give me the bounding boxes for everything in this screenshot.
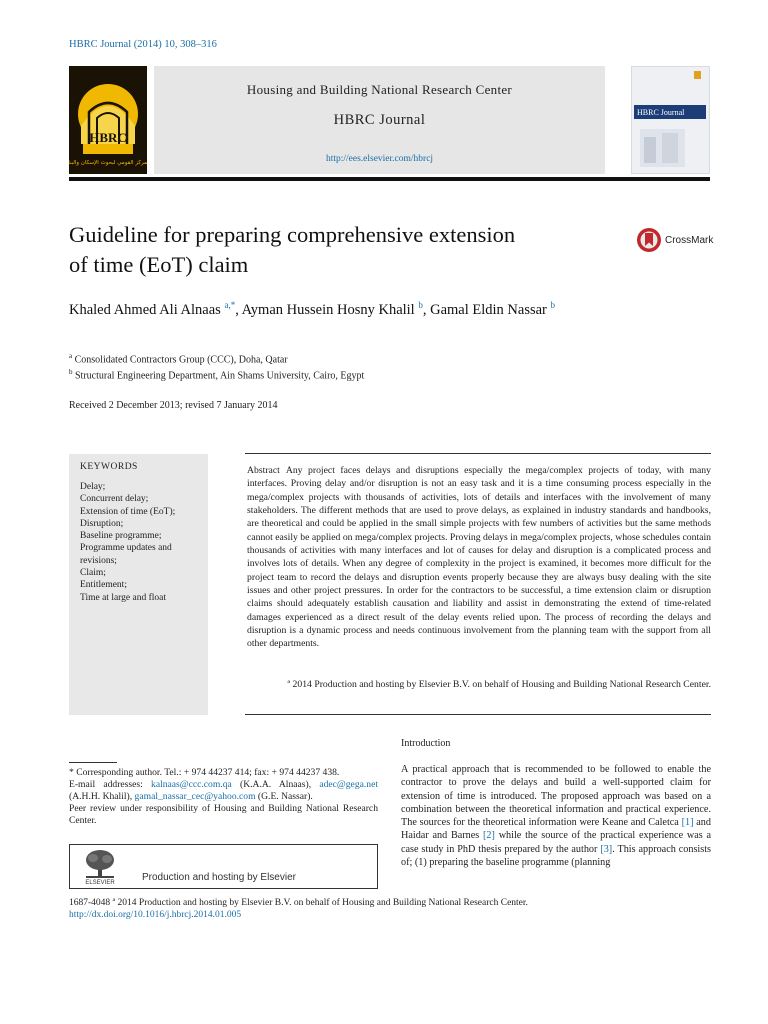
author-name: Khaled Ahmed Ali Alnaas bbox=[69, 301, 221, 318]
keywords-box bbox=[69, 454, 208, 715]
author-name: Ayman Hussein Hosny Khalil bbox=[241, 301, 415, 318]
logo-text: HBRC bbox=[89, 130, 127, 145]
corresponding-author-note: * Corresponding author. Tel.: + 974 44237 414; fax: + 974 44237 438. bbox=[69, 767, 340, 778]
issn-line: 1687-4048 ª 2014 Production and hosting by Elsevier B.V. on behalf of Housing and Building National Research Center. bbox=[69, 898, 528, 908]
bottom-info bbox=[69, 897, 528, 921]
author-name: Gamal Eldin Nassar bbox=[430, 301, 547, 318]
logo-arabic-text: المركز القومي لبحوث الإسكان والبناء bbox=[69, 160, 147, 166]
email-link[interactable]: gamal_nassar_cec@yahoo.com bbox=[134, 791, 256, 802]
email-addresses: E-mail addresses: kalnaas@ccc.com.qa (K.A.A. Alnaas), adec@gega.net (A.H.H. Khalil), gamal_nassar_cec@yahoo.com (G.E. Nassar). bbox=[69, 779, 378, 802]
keyword: Concurrent delay; bbox=[80, 494, 149, 505]
affiliation: $^a$ Consolidated Contractors Group (CCC), Doha, Qatar bbox=[69, 352, 288, 366]
crossmark-icon bbox=[636, 227, 662, 253]
author-affiliation-link[interactable]: b bbox=[550, 300, 555, 310]
cover-label: HBRC Journal bbox=[637, 108, 685, 117]
keyword: Disruption; bbox=[80, 518, 124, 529]
doi-link[interactable]: http://dx.doi.org/10.1016/j.hbrcj.2014.01.005 bbox=[69, 910, 242, 920]
elsevier-tree-logo bbox=[80, 849, 120, 885]
journal-header bbox=[69, 66, 710, 174]
journal-reference[interactable]: HBRC Journal (2014) 10, 308–316 bbox=[69, 39, 217, 50]
abstract-copyright: ª 2014 Production and hosting by Elsevier B.V. on behalf of Housing and Building National Research Center. bbox=[287, 679, 711, 690]
crossmark-badge[interactable] bbox=[636, 227, 713, 253]
reference-link[interactable]: [2] bbox=[483, 830, 495, 842]
peer-review-note: Peer review under responsibility of Housing and Building National Research Center. bbox=[69, 803, 378, 826]
introduction-text: A practical approach that is recommended to be followed to enable the contractor to prove the delays and build a well-supported claim for extension of time is introduced. The proposed approach was based on a combination between the theoretical information and practical experience. The sources for the theoretical information were Keane and Caletca [1] and Haidar and Barnes [2] while the source of the practical experience was a case study in PhD thesis prepared by the author [3]. This approach consists of; (1) preparing the baseline programme (planning bbox=[401, 764, 711, 869]
article-title: Guideline for preparing comprehensive extension of time (EoT) claim bbox=[69, 222, 516, 277]
elsevier-hosting-text: Production and hosting by Elsevier bbox=[142, 872, 296, 883]
footnotes bbox=[69, 767, 378, 827]
footnote-rule bbox=[69, 762, 117, 763]
keyword: Time at large and float bbox=[80, 592, 167, 603]
email-link[interactable]: kalnaas@ccc.com.qa bbox=[151, 779, 232, 790]
abstract-bottom-rule bbox=[245, 714, 711, 715]
keywords-list bbox=[80, 481, 202, 604]
introduction-heading: Introduction bbox=[401, 738, 451, 749]
crossmark-label: CrossMark bbox=[665, 234, 714, 246]
keyword: Delay; bbox=[80, 482, 106, 492]
elsevier-logo-label: ELSEVIER bbox=[85, 880, 115, 885]
journal-name: HBRC Journal bbox=[333, 112, 426, 128]
received-dates: Received 2 December 2013; revised 7 January 2014 bbox=[69, 400, 278, 411]
journal-cover-image bbox=[631, 66, 710, 174]
reference-link[interactable]: [3] bbox=[600, 843, 613, 855]
email-link[interactable]: adec@gega.net bbox=[319, 779, 378, 790]
abstract-top-rule bbox=[245, 453, 711, 454]
keyword: Entitlement; bbox=[80, 580, 127, 591]
affiliation: $^b$ Structural Engineering Department, Ain Shams University, Cairo, Egypt bbox=[69, 368, 365, 382]
hbrc-logo bbox=[69, 66, 147, 174]
elsevier-box bbox=[69, 844, 378, 889]
keyword: Programme updates and revisions; bbox=[80, 543, 172, 566]
keyword: Claim; bbox=[80, 568, 106, 579]
author-list: Khaled Ahmed Ali Alnaas $^{a,*}$, Ayman Hussein Hosny Khalil $^b$, Gamal Eldin Nassar $^b$ bbox=[69, 300, 555, 318]
keyword: Extension of time (EoT); bbox=[80, 506, 176, 517]
reference-link[interactable]: [1] bbox=[681, 817, 694, 829]
abstract bbox=[247, 464, 711, 651]
organization-name: Housing and Building National Research Center bbox=[246, 82, 513, 97]
abstract-label: Abstract bbox=[247, 465, 280, 476]
abstract-text: Any project faces delays and disruptions especially the mega/complex projects of today, with many interfaces. Proving delay and/or disruption is not an easy task and it is a time consuming process especially in the mega/complex projects with thousands of activities, lots of details and interfaces with the involvement of many stakeholders. The different methods that are used to prove delays, as explained in industry standards and handbooks, are theoretical and could be applied in the small simple projects with few numbers of activities but the same methods cannot easily be applied on mega/complex projects. Proving delays in mega/complex projects, whose schedules contain thousands of activities with many interfaces and lot of causes for delay and disruption is a complicated process and involves lots of details. When any degree of complexity in the project is examined, it becomes more difficult for the project team to record the delays and disruption events properly because they are always busy dealing with the site issues and other project pressures. In order for the contractors to be successful, a time extension claim or disruption claims should adequately establish causation and liability and assist in demonstrating the extend of time-related damages experienced as a direct result of the delay events relied upon. The process of recording the delays and disruption is a dynamic process and needs continuous involvement from the planning team with the support from all other departments. bbox=[247, 465, 711, 650]
author-affiliation-link[interactable]: b bbox=[418, 300, 423, 310]
affiliations bbox=[69, 350, 364, 383]
journal-url-link[interactable]: http://ees.elsevier.com/hbrcj bbox=[325, 154, 434, 164]
header-divider bbox=[69, 177, 710, 181]
keywords-heading: KEYWORDS bbox=[80, 462, 138, 472]
author-affiliation-link[interactable]: a,* bbox=[224, 300, 236, 310]
keyword: Baseline programme; bbox=[80, 531, 162, 542]
header-gray-band bbox=[154, 66, 605, 174]
